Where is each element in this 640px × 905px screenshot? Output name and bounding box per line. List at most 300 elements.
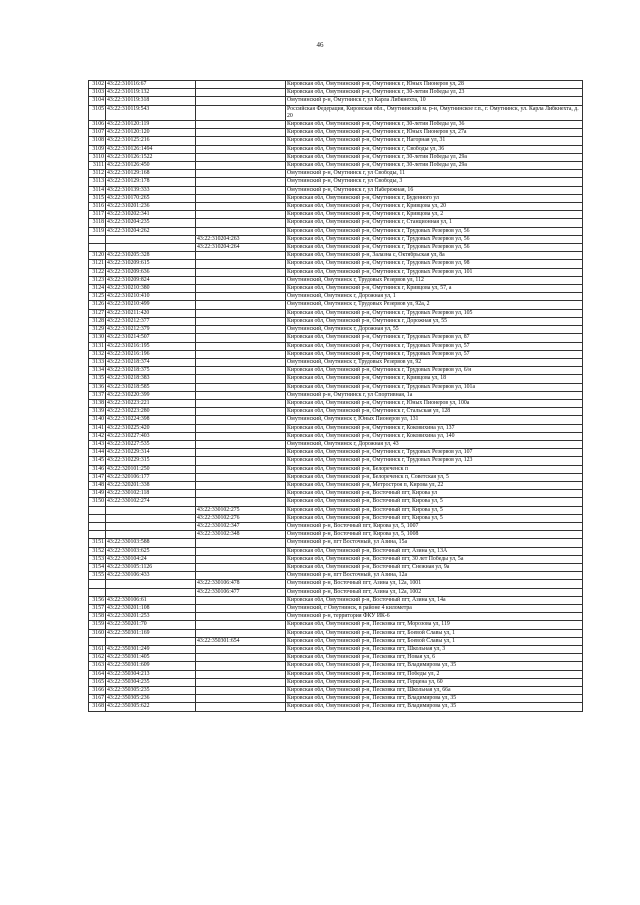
table-row [89,334,583,342]
address-cell: Кировская обл, Омутнинский р-н, Омутнинск г, 30-летия Победы ул, 29а [286,153,583,161]
cadastral-number-cell: 43:22:310116:67 [106,81,196,89]
table-row [89,678,583,686]
table-row [89,687,583,695]
cadastral-number-cell: 43:22:350305:622 [106,703,196,711]
row-number-cell: 3116 [89,203,106,211]
row-number-cell: 3125 [89,293,106,301]
table-row [89,596,583,604]
address-cell: Омутнинский, Омутнинск г, Дорожная ул, 1 [286,293,583,301]
address-cell: Кировская обл, Омутнинский р-н, Белореченск п [286,465,583,473]
table-row [89,613,583,621]
row-number-cell: 3102 [89,81,106,89]
cadastral-number-cell: 43:22:310126:1522 [106,153,196,161]
sub-cadastral-number-cell [196,424,286,432]
row-number-cell: 3155 [89,572,106,580]
table-row [89,203,583,211]
address-cell: Омутнинский р-н, Восточный пгт, Азина ул, 12а, 1002 [286,588,583,596]
table-row [89,449,583,457]
address-cell: Кировская обл, Омутнинский р-н, Песковка пгт, Победы ул, 2 [286,670,583,678]
address-cell: Кировская обл, Омутнинский р-н, Омутнинск г, Трудовых Резервов ул, 56 [286,227,583,235]
address-cell: Омутнинский, Омутнинск г, Юных Пионеров ул, 131 [286,416,583,424]
sub-cadastral-number-cell [196,350,286,358]
cadastral-number-cell: 43:22:310229:315 [106,457,196,465]
cadastral-number-cell: 43:22:310218:374 [106,358,196,366]
sub-cadastral-number-cell [196,605,286,613]
table-row [89,621,583,629]
sub-cadastral-number-cell [196,81,286,89]
row-number-cell: 3136 [89,383,106,391]
address-cell: Кировская обл, Омутнинский р-н, Омутнинск г, 30-летия Победы ул, 23 [286,89,583,97]
sub-cadastral-number-cell [196,555,286,563]
table-row [89,424,583,432]
cadastral-number-cell: 43:22:310120:119 [106,121,196,129]
sub-cadastral-number-cell [196,490,286,498]
row-number-cell: 3142 [89,432,106,440]
row-number-cell: 3120 [89,252,106,260]
cadastral-number-cell: 43:22:310212:379 [106,326,196,334]
address-cell: Омутнинский р-н, Омутнинск г, ул Набережная, 16 [286,186,583,194]
row-number-cell: 3165 [89,678,106,686]
sub-cadastral-number-cell [196,145,286,153]
cadastral-number-cell: 43:22:330104:24 [106,555,196,563]
address-cell: Российская Федерация, Кировская обл., Омутнинский м. р-н, Омутнинское г.п., г. Омутнинск, ул. Карла Либкнехта, д. 20 [286,105,583,120]
address-cell: Кировская обл, Омутнинский р-н, Омутнинск г, Нагорная ул, 31 [286,137,583,145]
table-row [89,522,583,530]
address-cell: Кировская обл, Омутнинский р-н, Песковка пгт, Морозова ул, 119 [286,621,583,629]
row-number-cell: 3108 [89,137,106,145]
table-row [89,285,583,293]
sub-cadastral-number-cell [196,203,286,211]
row-number-cell: 3147 [89,473,106,481]
table-row [89,490,583,498]
table-row [89,309,583,317]
address-cell: Кировская обл, Омутнинский р-н, Белореченск п, Советская ул, 5 [286,473,583,481]
address-cell: Кировская обл, Омутнинский р-н, Песковка пгт, Школьная ул, 66а [286,687,583,695]
row-number-cell: 3130 [89,334,106,342]
sub-cadastral-number-cell [196,416,286,424]
address-cell: Омутнинский, г Омутнинск, в районе 4 километра [286,605,583,613]
sub-cadastral-number-cell [196,473,286,481]
table-row [89,416,583,424]
table-row [89,145,583,153]
table-row [89,293,583,301]
row-number-cell: 3127 [89,309,106,317]
table-row [89,670,583,678]
sub-cadastral-number-cell [196,457,286,465]
cadastral-number-cell: 43:22:310119:543 [106,105,196,120]
cadastral-number-cell: 43:22:310125:216 [106,137,196,145]
cadastral-number-cell [106,637,196,645]
table-row [89,506,583,514]
row-number-cell: 3150 [89,498,106,506]
row-number-cell [89,522,106,530]
cadastral-number-cell: 43:22:310119:132 [106,89,196,97]
table-row [89,367,583,375]
cadastral-number-cell: 43:22:330201:108 [106,605,196,613]
sub-cadastral-number-cell [196,293,286,301]
cadastral-number-cell: 43:22:320201:338 [106,481,196,489]
sub-cadastral-number-cell [196,367,286,375]
row-number-cell: 3104 [89,97,106,105]
sub-cadastral-number-cell [196,219,286,227]
sub-cadastral-number-cell [196,399,286,407]
row-number-cell: 3138 [89,399,106,407]
cadastral-number-cell: 43:22:310229:314 [106,449,196,457]
row-number-cell: 3140 [89,416,106,424]
address-cell: Кировская обл, Омутнинский р-н, Омутнинск г, Юных Пионеров ул, 28 [286,81,583,89]
sub-cadastral-number-cell [196,596,286,604]
sub-cadastral-number-cell [196,613,286,621]
table-row [89,186,583,194]
table-row [89,383,583,391]
cadastral-number-cell: 43:22:310126:1494 [106,145,196,153]
cadastral-number-cell: 43:22:350301:609 [106,662,196,670]
row-number-cell: 3153 [89,555,106,563]
row-number-cell: 3159 [89,621,106,629]
address-cell: Кировская обл, Омутнинский р-н, Омутнинск г, Коковихина ул, 140 [286,432,583,440]
row-number-cell: 3143 [89,440,106,448]
address-cell: Кировская обл, Омутнинский р-н, Восточный пгт, Азина ул, 13А [286,547,583,555]
address-cell: Кировская обл, Омутнинский р-н, Восточный пгт, 30 лет Победы ул, 5а [286,555,583,563]
row-number-cell: 3111 [89,162,106,170]
cadastral-number-cell: 43:22:310139:333 [106,186,196,194]
sub-cadastral-number-cell: 43:22:310204:264 [196,244,286,252]
table-row [89,547,583,555]
cadastral-number-cell: 43:22:310126:450 [106,162,196,170]
table-row [89,153,583,161]
sub-cadastral-number-cell [196,408,286,416]
table-row [89,350,583,358]
address-cell: Кировская обл, Омутнинский р-н, Омутнинск г, Трудовых Резервов ул, 56 [286,235,583,243]
sub-cadastral-number-cell [196,121,286,129]
table-row [89,399,583,407]
table-row [89,605,583,613]
table-row [89,162,583,170]
row-number-cell: 3168 [89,703,106,711]
cadastral-number-cell: 43:22:330201:253 [106,613,196,621]
row-number-cell: 3137 [89,391,106,399]
sub-cadastral-number-cell: 43:22:330102:348 [196,531,286,539]
table-row [89,572,583,580]
table-row [89,129,583,137]
sub-cadastral-number-cell [196,97,286,105]
sub-cadastral-number-cell: 43:22:350301:654 [196,637,286,645]
address-cell: Кировская обл, Омутнинский р-н, Омутнинск г, Свободы ул, 36 [286,145,583,153]
row-number-cell [89,588,106,596]
sub-cadastral-number-cell: 43:22:330106:478 [196,580,286,588]
table-row [89,227,583,235]
sub-cadastral-number-cell [196,440,286,448]
row-number-cell [89,244,106,252]
row-number-cell: 3110 [89,153,106,161]
cadastral-number-cell: 43:22:310218:585 [106,383,196,391]
table-row [89,555,583,563]
address-cell: Кировская обл, Омутнинский р-н, Омутнинск г, Коковихина ул, 137 [286,424,583,432]
table-row [89,654,583,662]
table-row [89,646,583,654]
cadastral-number-cell: 43:22:330102:274 [106,498,196,506]
sub-cadastral-number-cell [196,703,286,711]
row-number-cell: 3124 [89,285,106,293]
sub-cadastral-number-cell [196,153,286,161]
cadastral-number-cell [106,235,196,243]
table-row [89,89,583,97]
table-row [89,473,583,481]
table-row [89,301,583,309]
cadastral-number-cell: 43:22:330103:588 [106,539,196,547]
address-cell: Кировская обл, Омутнинский р-н, Песковка пгт, Герцена ул, 60 [286,678,583,686]
sub-cadastral-number-cell [196,227,286,235]
address-cell: Кировская обл, Омутнинский р-н, Песковка пгт, Боевой Славы ул, 1 [286,629,583,637]
row-number-cell: 3107 [89,129,106,137]
address-cell: Кировская обл, Омутнинский р-н, Песковка пгт, Школьная ул, 3 [286,646,583,654]
row-number-cell: 3152 [89,547,106,555]
cadastral-number-cell [106,531,196,539]
address-cell: Кировская обл, Омутнинский р-н, Омутнинск г, Станционная ул, 1 [286,219,583,227]
row-number-cell [89,514,106,522]
address-cell: Кировская обл, Омутнинский р-н, Омутнинск г, Кривцова ул, 2 [286,211,583,219]
row-number-cell: 3166 [89,687,106,695]
table-row [89,211,583,219]
row-number-cell: 3115 [89,194,106,202]
row-number-cell: 3149 [89,490,106,498]
address-cell: Кировская обл, Омутнинский р-н, Омутнинск г, Трудовых Резервов ул, 107 [286,449,583,457]
row-number-cell: 3144 [89,449,106,457]
cadastral-number-cell: 43:22:350305:236 [106,695,196,703]
address-cell: Кировская обл, Омутнинский р-н, Омутнинск г, Кривцова ул, 18 [286,375,583,383]
cadastral-number-cell: 43:22:350301:169 [106,629,196,637]
cadastral-number-cell: 43:22:310216:196 [106,350,196,358]
table-row [89,391,583,399]
cadastral-number-cell: 43:22:310218:383 [106,375,196,383]
row-number-cell [89,235,106,243]
table-row [89,695,583,703]
cadastral-number-cell: 43:22:330106:433 [106,572,196,580]
address-cell: Кировская обл, Омутнинский р-н, Омутнинск г, Кривцова ул, 20 [286,203,583,211]
address-cell: Кировская обл, Омутнинский р-н, Восточный пгт, Кирова ул, 5 [286,506,583,514]
cadastral-number-cell: 43:22:310129:178 [106,178,196,186]
table-row [89,276,583,284]
cadastral-number-cell [106,522,196,530]
row-number-cell: 3163 [89,662,106,670]
address-cell: Омутнинский р-н, Восточный пгт, Азина ул, 12а, 1001 [286,580,583,588]
address-cell: Кировская обл, Омутнинский р-н, Песковка пгт, Боевой Славы ул, 1 [286,637,583,645]
address-cell: Кировская обл, Омутнинский р-н, Омутнинск г, Юных Пионеров ул, 27а [286,129,583,137]
row-number-cell: 3123 [89,276,106,284]
sub-cadastral-number-cell [196,539,286,547]
cadastral-number-cell: 43:22:310120:120 [106,129,196,137]
address-cell: Кировская обл, Омутнинский р-н, Омутнинск г, Трудовых Резервов ул, 101 [286,268,583,276]
cadastral-number-cell: 43:22:310227:403 [106,432,196,440]
row-number-cell: 3156 [89,596,106,604]
table-row [89,194,583,202]
address-cell: Кировская обл, Омутнинский р-н, Омутнинск г, Трудовых Резервов ул, 56 [286,244,583,252]
row-number-cell: 3154 [89,563,106,571]
address-cell: Кировская обл, Омутнинский р-н, Омутнинск г, Буденного ул [286,194,583,202]
address-cell: Омутнинский р-н, Омутнинск г, ул Свободы, 11 [286,170,583,178]
property-table [88,80,583,712]
sub-cadastral-number-cell [196,89,286,97]
table-row [89,219,583,227]
cadastral-number-cell: 43:22:310204:262 [106,227,196,235]
address-cell: Кировская обл, Омутнинский р-н, Омутнинск г, Юных Пионеров ул, 100а [286,399,583,407]
cadastral-number-cell: 43:22:310209:824 [106,276,196,284]
sub-cadastral-number-cell: 43:22:330102:347 [196,522,286,530]
cadastral-number-cell [106,514,196,522]
sub-cadastral-number-cell [196,276,286,284]
row-number-cell: 3103 [89,89,106,97]
row-number-cell: 3109 [89,145,106,153]
sub-cadastral-number-cell [196,678,286,686]
row-number-cell: 3145 [89,457,106,465]
sub-cadastral-number-cell [196,309,286,317]
table-row [89,170,583,178]
row-number-cell: 3114 [89,186,106,194]
cadastral-number-cell: 43:22:330102:118 [106,490,196,498]
sub-cadastral-number-cell [196,342,286,350]
sub-cadastral-number-cell [196,170,286,178]
row-number-cell: 3161 [89,646,106,654]
sub-cadastral-number-cell: 43:22:310204:263 [196,235,286,243]
address-cell: Омутнинский, Омутнинск г, Трудовых Резервов ул, 92 [286,358,583,366]
table-row [89,531,583,539]
row-number-cell: 3128 [89,317,106,325]
address-cell: Кировская обл, Омутнинский р-н, Залазна с, Октябрьская ул, 8а [286,252,583,260]
sub-cadastral-number-cell [196,129,286,137]
table-row [89,178,583,186]
cadastral-number-cell: 43:22:310223:221 [106,399,196,407]
address-cell: Кировская обл, Омутнинский р-н, Омутнинск г, 30-летия Победы ул, 36 [286,121,583,129]
cadastral-number-cell: 43:22:310225:420 [106,424,196,432]
sub-cadastral-number-cell [196,391,286,399]
row-number-cell: 3139 [89,408,106,416]
row-number-cell: 3126 [89,301,106,309]
sub-cadastral-number-cell [196,285,286,293]
cadastral-number-cell: 43:22:320106:177 [106,473,196,481]
address-cell: Кировская обл, Омутнинский р-н, Омутнинск г, Трудовых Резервов ул, 87 [286,334,583,342]
cadastral-number-cell: 43:22:310218:375 [106,367,196,375]
row-number-cell: 3129 [89,326,106,334]
cadastral-number-cell [106,588,196,596]
table-row [89,375,583,383]
row-number-cell: 3113 [89,178,106,186]
table-row [89,105,583,120]
table-row [89,588,583,596]
table-row [89,326,583,334]
row-number-cell: 3164 [89,670,106,678]
cadastral-number-cell [106,506,196,514]
table-row [89,432,583,440]
cadastral-number-cell: 43:22:310209:636 [106,268,196,276]
cadastral-number-cell: 43:22:350304:235 [106,678,196,686]
address-cell: Кировская обл, Омутнинский р-н, Омутнинск г, Трудовых Резервов ул, 105 [286,309,583,317]
address-cell: Кировская обл, Омутнинский р-н, Песковка пгт, Новая ул, 6 [286,654,583,662]
cadastral-number-cell: 43:22:310119:318 [106,97,196,105]
row-number-cell: 3141 [89,424,106,432]
address-cell: Кировская обл, Омутнинский р-н, Омутнинск г, Трудовых Резервов ул, 101а [286,383,583,391]
address-cell: Кировская обл, Омутнинский р-н, Восточный пгт, Снежная ул, 9а [286,563,583,571]
sub-cadastral-number-cell [196,358,286,366]
cadastral-number-cell: 43:22:310214:507 [106,334,196,342]
cadastral-number-cell [106,244,196,252]
address-cell: Омутнинский р-н, пгт Восточный, ул Азина, 15а [286,539,583,547]
row-number-cell [89,580,106,588]
table-row [89,97,583,105]
cadastral-number-cell: 43:22:350305:235 [106,687,196,695]
sub-cadastral-number-cell [196,211,286,219]
table-row [89,563,583,571]
sub-cadastral-number-cell [196,465,286,473]
cadastral-number-cell: 43:22:310210:499 [106,301,196,309]
row-number-cell: 3133 [89,358,106,366]
row-number-cell: 3134 [89,367,106,375]
cadastral-number-cell: 43:22:310205:328 [106,252,196,260]
cadastral-number-cell: 43:22:350301:405 [106,654,196,662]
sub-cadastral-number-cell: 43:22:330102:275 [196,506,286,514]
row-number-cell: 3119 [89,227,106,235]
row-number-cell: 3106 [89,121,106,129]
cadastral-number-cell: 43:22:330105:1126 [106,563,196,571]
address-cell: Омутнинский р-н, Восточный пгт, Кирова ул, 5, 1007 [286,522,583,530]
row-number-cell: 3162 [89,654,106,662]
table-row [89,662,583,670]
row-number-cell: 3146 [89,465,106,473]
cadastral-number-cell: 43:22:330106:61 [106,596,196,604]
table-row [89,539,583,547]
row-number-cell [89,637,106,645]
sub-cadastral-number-cell [196,449,286,457]
sub-cadastral-number-cell [196,137,286,145]
table-row [89,81,583,89]
table-row [89,629,583,637]
cadastral-number-cell: 43:22:310202:341 [106,211,196,219]
address-cell: Омутнинский р-н, Восточный пгт, Кирова ул, 5, 1008 [286,531,583,539]
sub-cadastral-number-cell [196,547,286,555]
property-table-body [89,81,583,712]
table-row [89,481,583,489]
sub-cadastral-number-cell [196,178,286,186]
table-row [89,457,583,465]
table-row [89,580,583,588]
cadastral-number-cell: 43:22:350304:213 [106,670,196,678]
table-row [89,244,583,252]
sub-cadastral-number-cell [196,252,286,260]
sub-cadastral-number-cell [196,375,286,383]
cadastral-number-cell: 43:22:310129:168 [106,170,196,178]
table-row [89,498,583,506]
row-number-cell: 3118 [89,219,106,227]
row-number-cell: 3122 [89,268,106,276]
address-cell: Омутнинский, Омутнинск г, Трудовых Резервов ул, 92а, 2 [286,301,583,309]
address-cell: Кировская обл, Омутнинский р-н, Омутнинск г, Трудовых Резервов ул, 6/н [286,367,583,375]
cadastral-number-cell: 43:22:310209:615 [106,260,196,268]
row-number-cell: 3151 [89,539,106,547]
sub-cadastral-number-cell [196,432,286,440]
sub-cadastral-number-cell [196,646,286,654]
table-row [89,637,583,645]
cadastral-number-cell: 43:22:310216:195 [106,342,196,350]
address-cell: Кировская обл, Омутнинский р-н, Омутнинск г, Стальская ул, 128 [286,408,583,416]
sub-cadastral-number-cell: 43:22:330102:276 [196,514,286,522]
address-cell: Омутнинский р-н, Омутнинск г, ул Спортивная, 1а [286,391,583,399]
sub-cadastral-number-cell [196,162,286,170]
address-cell: Кировская обл, Омутнинский р-н, Омутнинск г, Дорожная ул, 55 [286,317,583,325]
table-row [89,465,583,473]
sub-cadastral-number-cell [196,326,286,334]
row-number-cell: 3131 [89,342,106,350]
cadastral-number-cell: 43:22:310170:265 [106,194,196,202]
cadastral-number-cell: 43:22:310210:410 [106,293,196,301]
